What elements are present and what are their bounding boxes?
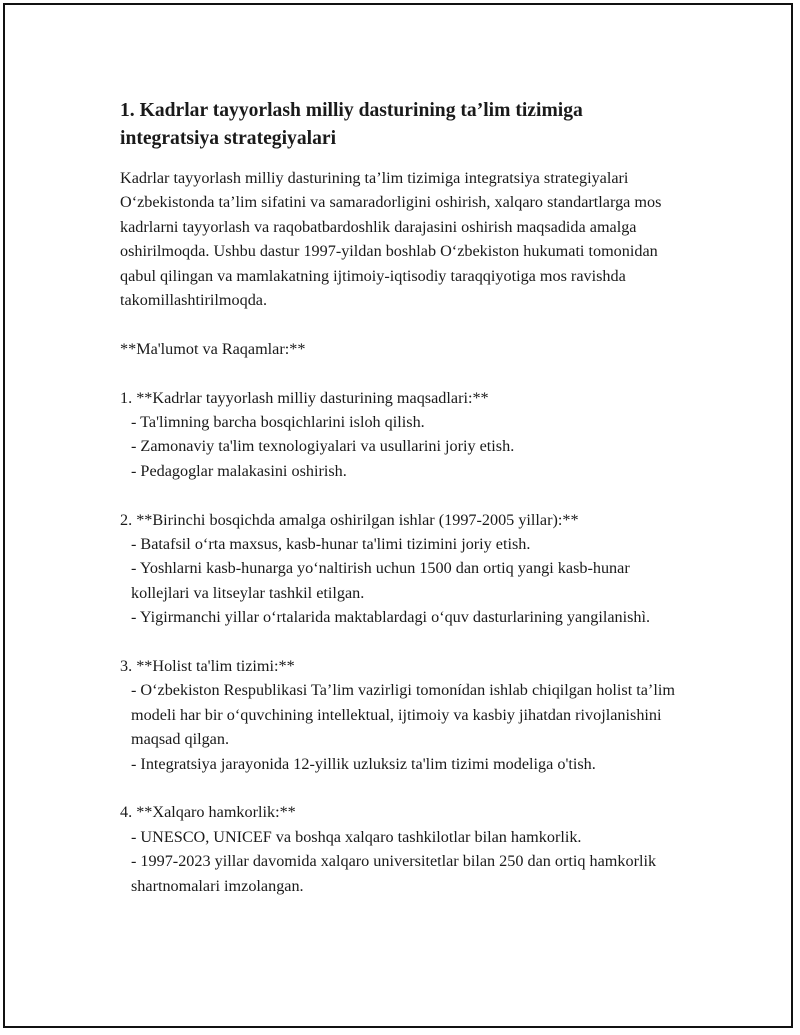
list-item: - Yoshlarni kasb-hunarga yo‘naltirish uchun 1500 dan ortiq yangi kasb-hunar kollejlari va litseylar tashkil etilgan. <box>131 559 634 602</box>
list-item: - Integratsiya jarayonida 12-yillik uzluksiz ta'lim tizimi modeliga o'tish. <box>131 754 596 773</box>
data-heading: **Ma'lumot va Raqamlar:** <box>120 339 306 358</box>
list-item: - UNESCO, UNICEF va boshqa xalqaro tashkilotlar bilan hamkorlik. <box>131 827 582 846</box>
list-item: - Yigirmanchi yillar o‘rtalarida maktablardagi o‘quv dasturlarining yangilanishì. <box>131 608 651 627</box>
section-holistic <box>120 654 680 776</box>
list-item: - 1997-2023 yillar davomida xalqaro universitetlar bilan 250 dan ortiq hamkorlik shartnomalari imzolangan. <box>131 852 661 895</box>
list-item: - Zamonaviy ta'lim texnologiyalari va usullarini joriy etish. <box>131 437 515 456</box>
list-item: - O‘zbekiston Respublikasi Ta’lim vazirligi tomonídan ishlab chiqilgan holist ta’lim modeli har bir o‘quvchining intellektual, ijtimoiy va kasbiy jihatdan rivojlanishini maqsad qilgan. <box>131 681 679 749</box>
spacer <box>120 361 680 385</box>
section-heading: 4. **Xalqaro hamkorlik:** <box>120 803 296 822</box>
document-title: 1. Kadrlar tayyorlash milliy dasturining ta’lim tizimiga integratsiya strategiyalari <box>120 100 583 149</box>
section-goals <box>120 386 680 484</box>
list-item: - Ta'limning barcha bosqichlarini isloh qilish. <box>131 413 425 432</box>
list-item: - Pedagoglar malakasini oshirish. <box>131 461 347 480</box>
section-first-stage <box>120 508 680 630</box>
page-frame <box>3 3 793 1028</box>
intro-paragraph: Kadrlar tayyorlash milliy dasturining ta’lim tizimiga integratsiya strategiyalari O‘zbekistonda ta’lim sifatini va samaradorligini oshirish, xalqaro standartlarga mos kadrlarni tayyorlash va raqobatbardoshlik darajasini oshirish maqsadida amalga oshirilmoqda. Ushbu dastur 1997-yildan boshlab O‘zbekiston hukumati tomonidan qabul qilingan va mamlakatning ijtimoiy-iqtisodiy taraqqiyotiga mos ravishda takomillashtirilmoqda. <box>120 169 666 310</box>
document-body <box>120 97 680 898</box>
section-heading: 1. **Kadrlar tayyorlash milliy dasturining maqsadlari:** <box>120 388 489 407</box>
spacer <box>120 630 680 654</box>
spacer <box>120 776 680 800</box>
section-heading: 3. **Holist ta'lim tizimi:** <box>120 657 295 676</box>
list-item: - Batafsil o‘rta maxsus, kasb-hunar ta'limi tizimini joriy etish. <box>131 535 531 554</box>
spacer <box>120 483 680 507</box>
spacer <box>120 312 680 336</box>
section-cooperation <box>120 800 680 898</box>
section-heading: 2. **Birinchi bosqichda amalga oshirilgan ishlar (1997-2005 yillar):** <box>120 510 579 529</box>
